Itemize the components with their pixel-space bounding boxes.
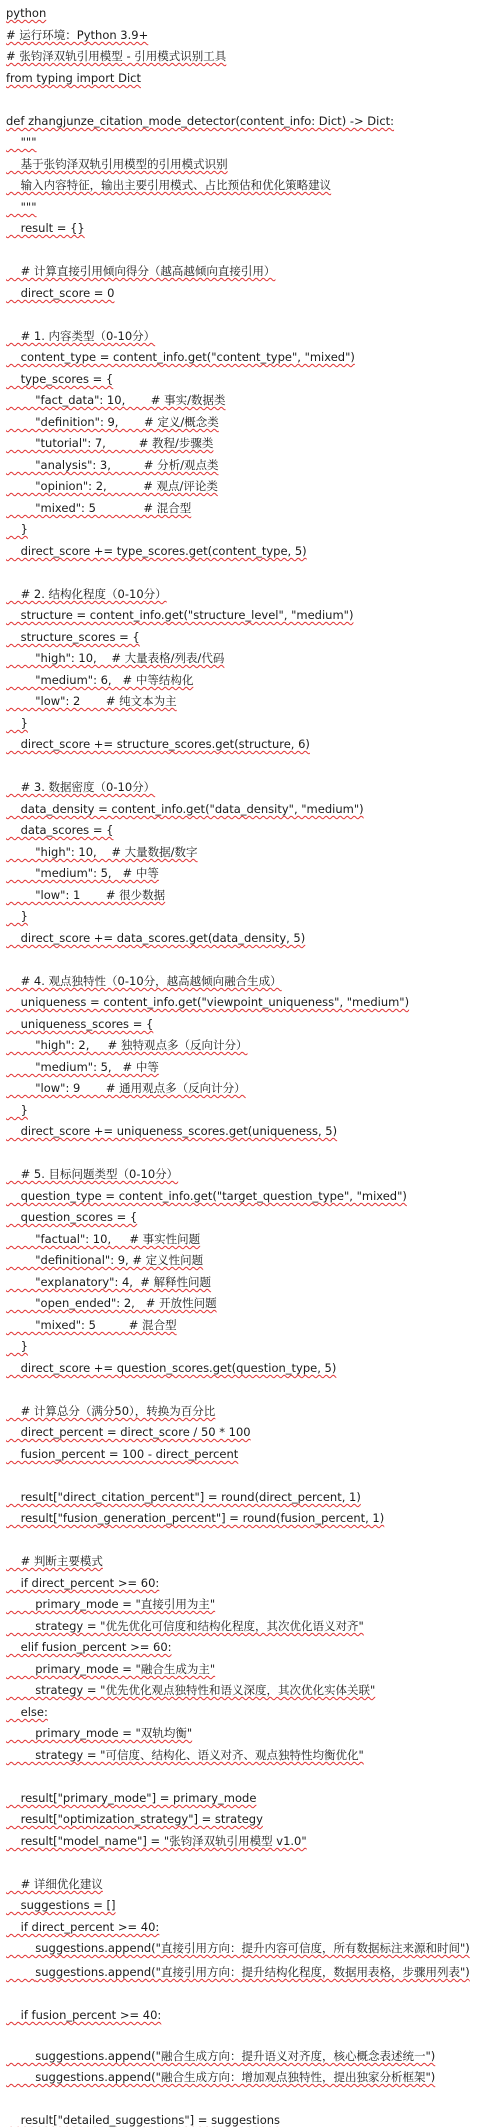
code-text: # 2. 结构化程度（0-10分） [6, 587, 167, 601]
code-line [6, 737, 498, 751]
code-line [6, 1038, 498, 1052]
code-line [6, 1683, 498, 1697]
code-text [6, 1146, 10, 1160]
code-text: } [6, 1339, 28, 1353]
code-text: result = {} [6, 221, 85, 235]
code-line [6, 1640, 498, 1654]
code-text [6, 243, 10, 257]
code-line [6, 1060, 498, 1074]
code-text: uniqueness = content_info.get("viewpoint_uniqueness", "medium") [6, 995, 410, 1009]
code-line [6, 1597, 498, 1611]
code-line [6, 2006, 498, 2024]
code-line [6, 6, 498, 20]
code-line [6, 888, 498, 902]
code-line [6, 1017, 498, 1031]
code-text [6, 2092, 10, 2106]
code-text: result["detailed_suggestions"] = suggestions [6, 2113, 281, 2127]
code-line [6, 1898, 498, 1912]
code-text: suggestions.append("融合生成方向：增加观点独特性，提出独家分析框架") [6, 2070, 436, 2084]
blank-line [6, 565, 498, 579]
code-text: "opinion": 2, # 观点/评论类 [6, 479, 218, 493]
code-text: fusion_percent = 100 - direct_percent [6, 1447, 239, 1461]
code-text: # 判断主要模式 [6, 1554, 103, 1568]
code-text [6, 1533, 10, 1547]
code-line [6, 501, 498, 515]
code-line [6, 780, 498, 794]
code-line [6, 1124, 498, 1138]
code-text [6, 92, 10, 106]
code-line [6, 1834, 498, 1848]
code-text: } [6, 909, 28, 923]
code-text: # 张钧泽双轨引用模型 - 引用模式识别工具 [6, 49, 227, 63]
code-line [6, 1748, 498, 1762]
code-line [6, 1210, 498, 1224]
code-text: # 4. 观点独特性（0-10分，越高越倾向融合生成） [6, 974, 282, 988]
blank-line [6, 243, 498, 257]
code-text: structure_scores = { [6, 630, 140, 644]
code-text: "low": 9 # 通用观点多（反向计分） [6, 1081, 246, 1095]
code-text: if direct_percent >= 40: [6, 1920, 160, 1934]
code-line [6, 1081, 498, 1095]
code-text [6, 307, 10, 321]
code-line [6, 2049, 498, 2063]
code-text: primary_mode = "融合生成为主" [6, 1662, 216, 1676]
code-line [6, 329, 498, 343]
code-line [6, 716, 498, 730]
code-line [6, 1554, 498, 1568]
code-text: result["fusion_generation_percent"] = round(fusion_percent, 1) [6, 1511, 385, 1525]
code-line [6, 909, 498, 923]
code-line [6, 1920, 498, 1934]
code-text: "medium": 5, # 中等 [6, 1060, 159, 1074]
code-text [6, 1468, 10, 1482]
code-text: python [6, 6, 47, 20]
code-line [6, 522, 498, 536]
code-line [6, 1318, 498, 1332]
code-line [6, 49, 498, 63]
code-text: # 计算直接引用倾向得分（越高越倾向直接引用） [6, 264, 276, 278]
code-text: if fusion_percent >= 40: [6, 2008, 162, 2022]
code-text: "medium": 5, # 中等 [6, 866, 159, 880]
code-line [6, 651, 498, 665]
code-line [6, 264, 498, 278]
blank-line [6, 92, 498, 106]
code-text: question_scores = { [6, 1210, 138, 1224]
code-text: "high": 10, # 大量数据/数字 [6, 845, 198, 859]
code-line [6, 1619, 498, 1633]
code-line [6, 71, 498, 85]
code-text: data_scores = { [6, 823, 114, 837]
code-line [6, 1103, 498, 1117]
code-line [6, 544, 498, 558]
code-line [6, 350, 498, 364]
code-text: suggestions.append("融合生成方向：提升语义对齐度，核心概念表述统一") [6, 2049, 436, 2063]
code-text: strategy = "优先优化可信度和结构化程度，其次优化语义对齐" [6, 1619, 364, 1633]
code-text: strategy = "优先优化观点独特性和语义深度，其次优化实体关联" [6, 1683, 376, 1697]
blank-line [6, 759, 498, 773]
blank-line [6, 1146, 498, 1160]
code-line [6, 1726, 498, 1740]
code-line [6, 1705, 498, 1719]
code-text: direct_score += data_scores.get(data_density, 5) [6, 931, 306, 945]
code-line [6, 802, 498, 816]
code-line [6, 1511, 498, 1525]
blank-line [6, 952, 498, 966]
code-text [6, 565, 10, 579]
code-text: direct_score += type_scores.get(content_type, 5) [6, 544, 307, 558]
code-text: "high": 2, # 独特观点多（反向计分） [6, 1038, 248, 1052]
code-text: result["primary_mode"] = primary_mode [6, 1791, 257, 1805]
code-line [6, 608, 498, 622]
code-text: data_density = content_info.get("data_density", "medium") [6, 802, 364, 816]
code-line [6, 673, 498, 687]
code-line [6, 1253, 498, 1267]
code-text: content_type = content_info.get("content_type", "mixed") [6, 350, 355, 364]
code-line [6, 587, 498, 601]
code-text [6, 1769, 10, 1783]
code-line [6, 178, 498, 192]
code-text [6, 1855, 10, 1869]
code-text [6, 759, 10, 773]
code-text: "explanatory": 4, # 解释性问题 [6, 1275, 212, 1289]
code-text: direct_percent = direct_score / 50 * 100 [6, 1425, 251, 1439]
blank-line [6, 2092, 498, 2106]
code-text: if direct_percent >= 60: [6, 1576, 160, 1590]
code-line [6, 1232, 498, 1246]
code-line [6, 114, 498, 128]
code-line [6, 1425, 498, 1439]
code-text: "medium": 6, # 中等结构化 [6, 673, 194, 687]
code-text: result["optimization_strategy"] = strategy [6, 1812, 263, 1826]
code-line [6, 479, 498, 493]
code-line [6, 372, 498, 386]
code-text: strategy = "可信度、结构化、语义对齐、观点独特性均衡优化" [6, 1748, 364, 1762]
code-text: structure = content_info.get("structure_level", "medium") [6, 608, 354, 622]
code-text: "factual": 10, # 事实性问题 [6, 1232, 201, 1246]
code-text: "analysis": 3, # 分析/观点类 [6, 458, 219, 472]
code-line [6, 845, 498, 859]
code-line [6, 1447, 498, 1461]
blank-line [6, 1769, 498, 1783]
code-line [6, 28, 498, 42]
code-text: else: [6, 1705, 48, 1719]
code-line [6, 415, 498, 429]
code-line [6, 2070, 498, 2084]
code-text [6, 1382, 10, 1396]
code-line [6, 436, 498, 450]
blank-line [6, 1382, 498, 1396]
code-text: # 运行环境：Python 3.9+ [6, 28, 149, 42]
blank-line [6, 1533, 498, 1547]
code-line [6, 458, 498, 472]
code-text: "open_ended": 2, # 开放性问题 [6, 1296, 217, 1310]
code-text: "fact_data": 10, # 事实/数据类 [6, 393, 226, 407]
code-line [6, 694, 498, 708]
code-line [6, 157, 498, 171]
code-line [6, 1941, 498, 1955]
code-line [6, 823, 498, 837]
code-text: "definitional": 9, # 定义性问题 [6, 1253, 204, 1267]
code-line [6, 221, 498, 235]
blank-line [6, 307, 498, 321]
code-text: primary_mode = "双轨均衡" [6, 1726, 193, 1740]
code-text: } [6, 1103, 28, 1117]
code-text: "low": 1 # 很少数据 [6, 888, 166, 902]
code-text: 基于张钧泽双轨引用模型的引用模式识别 [6, 157, 228, 171]
code-line [6, 200, 498, 214]
code-text: direct_score += uniqueness_scores.get(uniqueness, 5) [6, 1124, 338, 1138]
code-text: "tutorial": 7, # 教程/步骤类 [6, 436, 214, 450]
code-text: } [6, 522, 28, 536]
code-line [6, 1296, 498, 1310]
code-line [6, 866, 498, 880]
code-line [6, 393, 498, 407]
code-text: 输入内容特征，输出主要引用模式、占比预估和优化策略建议 [6, 178, 332, 192]
blank-line [6, 1468, 498, 1482]
code-line [6, 2113, 498, 2127]
blank-line [6, 1855, 498, 1869]
code-text: # 3. 数据密度（0-10分） [6, 780, 156, 794]
code-text: def zhangjunze_citation_mode_detector(content_info: Dict) -> Dict: [6, 114, 395, 128]
code-line [6, 1490, 498, 1504]
code-line [6, 1791, 498, 1805]
code-text: # 1. 内容类型（0-10分） [6, 329, 156, 343]
code-text: uniqueness_scores = { [6, 1017, 154, 1031]
code-line [6, 1339, 498, 1353]
code-line [6, 286, 498, 300]
code-text: primary_mode = "直接引用为主" [6, 1597, 216, 1611]
code-line [6, 135, 498, 149]
code-text: "mixed": 5 # 混合型 [6, 501, 192, 515]
code-text: from typing import Dict [6, 71, 141, 85]
code-line [6, 1576, 498, 1590]
code-line [6, 1189, 498, 1203]
code-line [6, 1275, 498, 1289]
code-text: # 详细优化建议 [6, 1877, 103, 1891]
code-text [6, 952, 10, 966]
code-text: # 5. 目标问题类型（0-10分） [6, 1167, 179, 1181]
code-line [6, 931, 498, 945]
code-text: question_type = content_info.get("target_question_type", "mixed") [6, 1189, 407, 1203]
code-line [6, 1812, 498, 1826]
code-line [6, 1167, 498, 1181]
code-text: suggestions = [] [6, 1898, 116, 1912]
code-line [6, 630, 498, 644]
code-text: "low": 2 # 纯文本为主 [6, 694, 177, 708]
code-line [6, 995, 498, 1009]
code-line [6, 1404, 498, 1418]
code-line [6, 974, 498, 988]
code-text: direct_score += structure_scores.get(structure, 6) [6, 737, 310, 751]
code-text: suggestions.append("直接引用方向：提升结构化程度，数据用表格，步骤用列表") [6, 1965, 470, 1979]
code-text: direct_score = 0 [6, 286, 115, 300]
code-line [6, 1662, 498, 1676]
code-line [6, 1361, 498, 1375]
code-line [6, 1963, 498, 1981]
code-text: direct_score += question_scores.get(question_type, 5) [6, 1361, 337, 1375]
code-text: "definition": 9, # 定义/概念类 [6, 415, 219, 429]
code-text: """ [6, 200, 37, 214]
code-line [6, 1877, 498, 1891]
code-text: result["model_name"] = "张钧泽双轨引用模型 v1.0" [6, 1834, 307, 1848]
code-text: # 计算总分（满分50），转换为百分比 [6, 1404, 216, 1418]
code-text: } [6, 716, 28, 730]
code-text: "mixed": 5 # 混合型 [6, 1318, 177, 1332]
code-text: elif fusion_percent >= 60: [6, 1640, 172, 1654]
code-text: """ [6, 135, 37, 149]
code-text: suggestions.append("直接引用方向：提升内容可信度，所有数据标注来源和时间") [6, 1941, 470, 1955]
code-text: type_scores = { [6, 372, 114, 386]
code-text: result["direct_citation_percent"] = round(direct_percent, 1) [6, 1490, 361, 1504]
code-text: "high": 10, # 大量表格/列表/代码 [6, 651, 225, 665]
